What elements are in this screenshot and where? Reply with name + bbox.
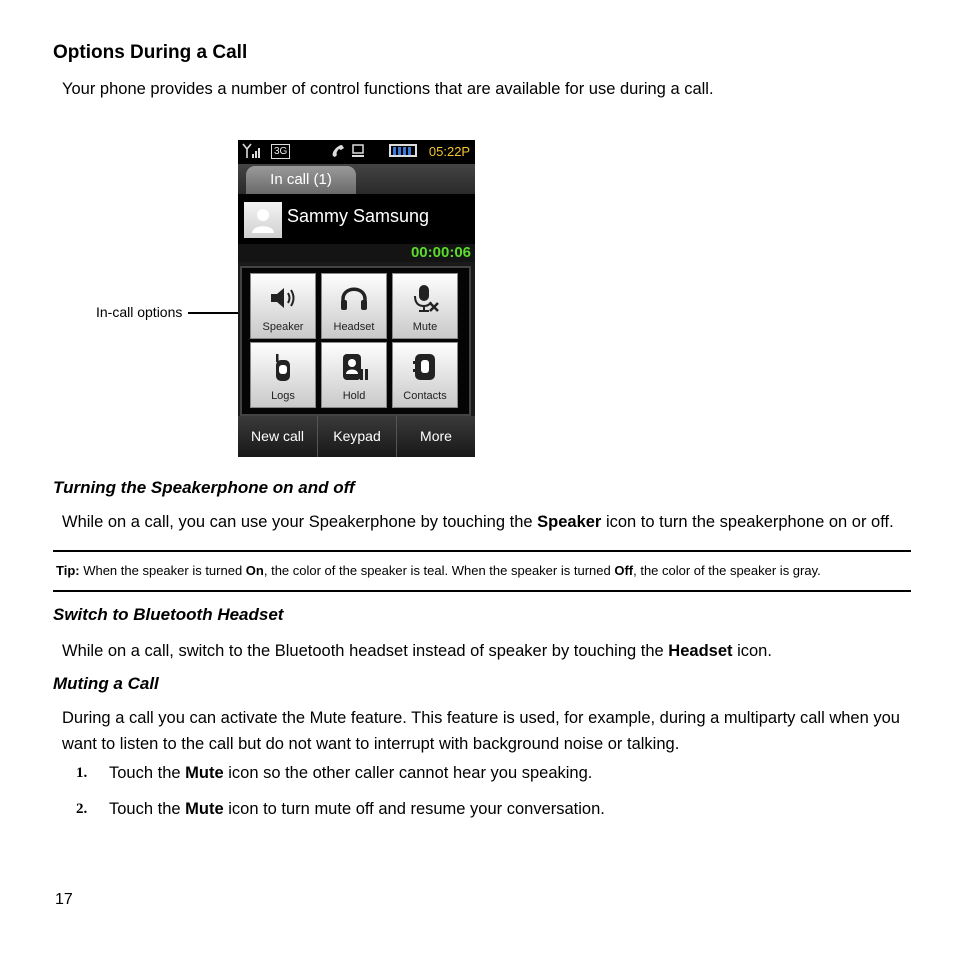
section-text-speakerphone: While on a call, you can use your Speakerphone by touching the Speaker icon to turn the speakerphone on or off. (62, 513, 894, 531)
avatar (244, 202, 282, 238)
hold-icon (339, 352, 369, 382)
section-text-muting-1: During a call you can activate the Mute feature. This feature is used, for example, during a multiparty call when you (62, 709, 900, 727)
more-button[interactable]: More (420, 428, 452, 444)
logs-icon (268, 352, 298, 382)
section-title-speakerphone: Turning the Speakerphone on and off (53, 478, 355, 497)
timer-row (238, 244, 475, 262)
hold-button[interactable]: Hold (321, 342, 387, 408)
step-number: 2. (76, 801, 88, 817)
contacts-button[interactable]: Contacts (392, 342, 458, 408)
status-time: 05:22P (424, 142, 475, 162)
in-call-options-grid (240, 266, 471, 416)
speaker-icon (268, 283, 298, 313)
tip-text: Tip: When the speaker is turned On, the color of the speaker is teal. When the speaker is turned Off, the color of the speaker is gray. (56, 563, 821, 578)
caller-name: Sammy Samsung (287, 206, 430, 226)
battery-icon (389, 144, 417, 157)
mute-icon (410, 283, 440, 313)
tab-bar (238, 164, 475, 194)
step-number: 1. (76, 765, 88, 781)
mute-button[interactable]: Mute (392, 273, 458, 339)
callout-label: In-call options (96, 304, 183, 320)
logs-button[interactable]: Logs (250, 342, 316, 408)
step-text: Touch the Mute icon so the other caller cannot hear you speaking. (109, 764, 593, 782)
caller-row (238, 194, 475, 244)
call-timer: 00:00:06 (410, 244, 471, 261)
section-title-muting: Muting a Call (53, 674, 159, 693)
page-title: Options During a Call (53, 42, 248, 63)
keypad-button[interactable]: Keypad (333, 428, 381, 444)
softkey-bar (238, 416, 475, 457)
tab-in-call[interactable]: In call (1) (246, 166, 356, 194)
phone-screen (238, 140, 475, 457)
network-3g-icon: 3G (271, 144, 290, 159)
section-title-bluetooth: Switch to Bluetooth Headset (53, 605, 284, 624)
status-bar (238, 140, 475, 164)
section-text-muting-2: want to listen to the call but do not want to interrupt with background noise or talking. (62, 735, 680, 753)
page-number: 17 (55, 891, 73, 908)
headset-button[interactable]: Headset (321, 273, 387, 339)
section-text-bluetooth: While on a call, switch to the Bluetooth headset instead of speaker by touching the Headset icon. (62, 642, 772, 660)
callout-line (188, 312, 238, 314)
new-call-button[interactable]: New call (251, 428, 304, 444)
step-text: Touch the Mute icon to turn mute off and resume your conversation. (109, 800, 605, 818)
message-icon (351, 143, 365, 162)
speaker-button[interactable]: Speaker (250, 273, 316, 339)
intro-text: Your phone provides a number of control functions that are available for use during a call. (62, 80, 714, 98)
signal-icon (241, 143, 261, 162)
contacts-icon (410, 352, 440, 382)
tip-box (53, 550, 911, 592)
call-icon (330, 143, 346, 162)
headset-icon (339, 283, 369, 313)
